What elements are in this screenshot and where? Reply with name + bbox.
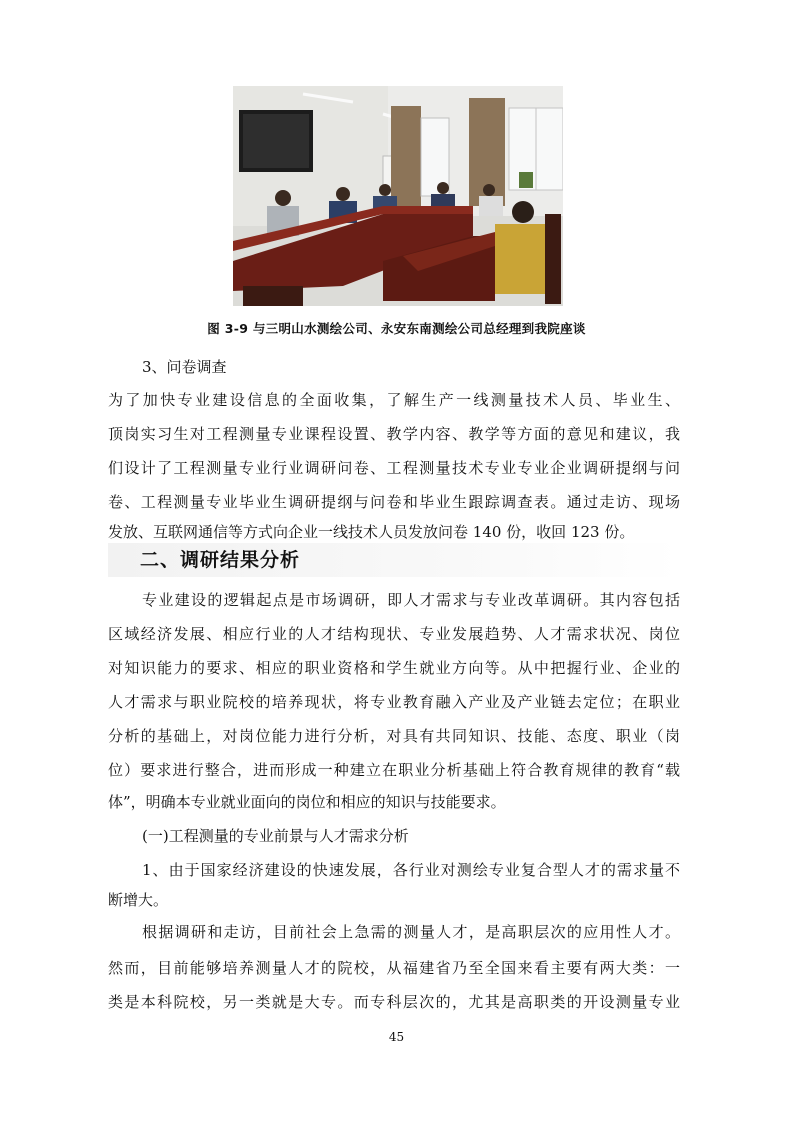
paragraph-line: 对知识能力的要求、相应的职业资格和学生就业方向等。从中把握行业、企业的 (108, 659, 680, 677)
subsection-title: (一)工程测量的专业前景与人才需求分析 (142, 827, 409, 845)
paragraph-line: 断增大。 (108, 891, 169, 909)
paragraph-line: 然而，目前能够培养测量人才的院校，从福建省乃至全国来看主要有两大类：一 (108, 959, 680, 977)
paragraph-line: 1、由于国家经济建设的快速发展，各行业对测绘专业复合型人才的需求量不 (142, 861, 680, 879)
paragraph-line: 发放、互联网通信等方式向企业一线技术人员发放问卷 140 份，收回 123 份。 (108, 523, 635, 541)
paragraph-line: 体”，明确本专业就业面向的岗位和相应的知识与技能要求。 (108, 793, 506, 811)
paragraph-line: 类是本科院校，另一类就是大专。而专科层次的，尤其是高职类的开设测量专业 (108, 993, 680, 1011)
meeting-photo (233, 86, 563, 306)
paragraph-line: 专业建设的逻辑起点是市场调研，即人才需求与专业改革调研。其内容包括 (142, 591, 680, 609)
meeting-photo-drawing (233, 86, 563, 306)
section-title: 3、问卷调查 (142, 358, 227, 376)
paragraph-line: 分析的基础上，对岗位能力进行分析，对具有共同知识、技能、态度、职业（岗 (108, 727, 680, 745)
paragraph-line: 们设计了工程测量专业行业调研问卷、工程测量技术专业专业企业调研提纲与问 (108, 459, 680, 477)
paragraph-line: 为了加快专业建设信息的全面收集，了解生产一线测量技术人员、毕业生、 (108, 391, 680, 409)
paragraph-line: 人才需求与职业院校的培养现状，将专业教育融入产业及产业链去定位；在职业 (108, 693, 680, 711)
figure-caption: 图 3-9 与三明山水测绘公司、永安东南测绘公司总经理到我院座谈 (207, 321, 586, 336)
paragraph-line: 位）要求进行整合，进而形成一种建立在职业分析基础上符合教育规律的教育“载 (108, 761, 680, 779)
paragraph-line: 卷、工程测量专业毕业生调研提纲与问卷和毕业生跟踪调查表。通过走访、现场 (108, 493, 680, 511)
page-number: 45 (388, 1030, 405, 1044)
paragraph-line: 区域经济发展、相应行业的人才结构现状、专业发展趋势、人才需求状况、岗位 (108, 625, 680, 643)
paragraph-line: 根据调研和走访，目前社会上急需的测量人才，是高职层次的应用性人才。 (142, 923, 680, 941)
section-heading: 二、调研结果分析 (140, 549, 301, 571)
paragraph-line: 顶岗实习生对工程测量专业课程设置、教学内容、教学等方面的意见和建议，我 (108, 425, 680, 443)
